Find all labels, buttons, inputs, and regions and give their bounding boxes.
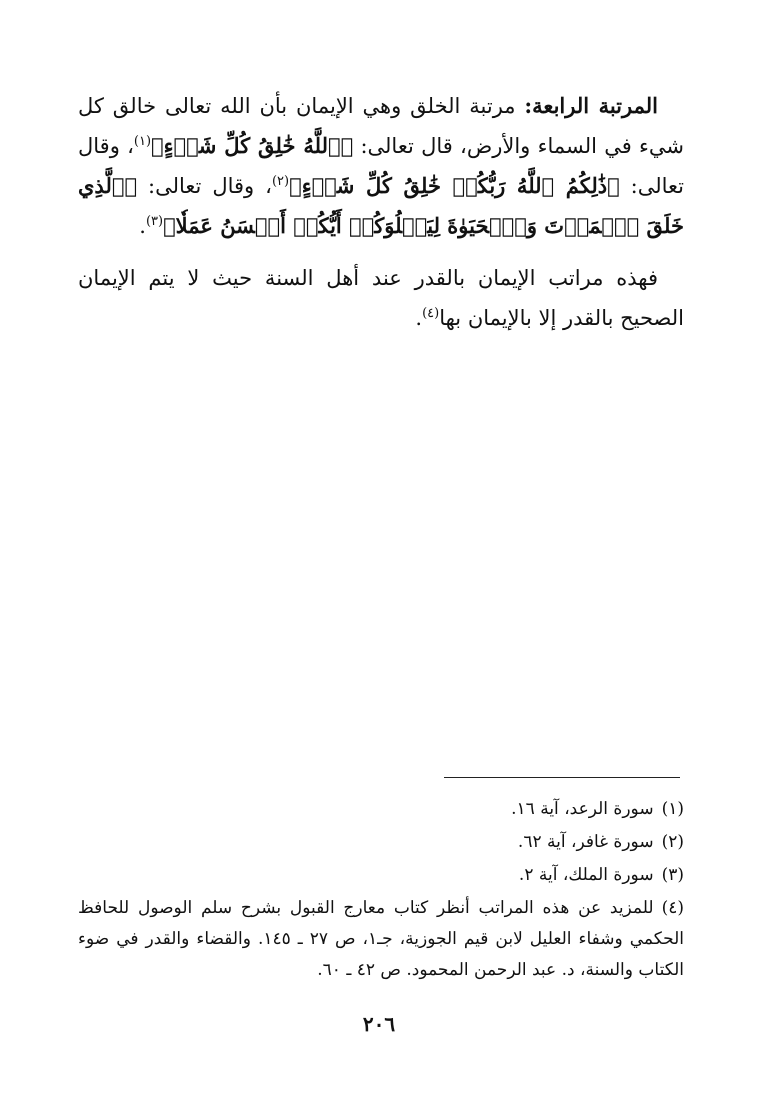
footnote: [78, 794, 684, 825]
footnote-number: (٣): [661, 865, 684, 885]
footnote: [78, 893, 684, 986]
footnote: [78, 827, 684, 858]
text-segment: ، وقال تعالى:: [78, 134, 685, 198]
footnote: [78, 860, 684, 891]
footnote-ref: (٢): [271, 174, 290, 189]
text-segment: ، وقال تعالى:: [137, 174, 272, 198]
paragraph-creation-level: [78, 86, 684, 246]
quran-verse: ﴿ٱللَّهُ خَٰلِقُ كُلِّ شَيۡءٍ﴾: [151, 133, 354, 158]
footnote-number: (٢): [661, 832, 684, 852]
footnotes: [78, 792, 684, 988]
footnote-text: للمزيد عن هذه المراتب أنظر كتاب معارج القبول بشرح سلم الوصول للحافظ الحكمي وشفاء العليل لابن قيم الجوزية، جـ١، ص ٢٧ ـ ١٤٥. والقضاء والقدر في ضوء الكتاب والسنة، د. عبد الرحمن المحمود. ص ٤٢ ـ ٦٠.: [78, 898, 684, 980]
section-lead: المرتبة الرابعة:: [524, 93, 658, 118]
footnote-number: (٤): [661, 898, 684, 918]
main-text: [78, 86, 684, 338]
footnote-ref: (١): [133, 134, 152, 149]
footnote-number: (١): [661, 799, 684, 819]
paragraph-summary: [78, 258, 684, 338]
quran-verse: ﴿ذَٰلِكُمُ ٱللَّهُ رَبُّكُمۡ خَٰلِقُ كُلِّ شَيۡءٍ﴾: [289, 173, 620, 198]
quran-verse: ﴿ٱلَّذِي خَلَقَ ٱلۡمَوۡتَ وَٱلۡحَيَوٰةَ لِيَبۡلُوَكُمۡ أَيُّكُمۡ أَحۡسَنُ عَمَلٗا﴾: [78, 173, 684, 238]
text-segment: .: [139, 214, 146, 238]
text-segment: مرتبة الخلق وهي الإيمان بأن الله تعالى خالق كل شيء في السماء والأرض، قال تعالى:: [78, 94, 684, 158]
footnote-text: سورة الرعد، آية ١٦.: [511, 799, 654, 819]
footnote-text: سورة غافر، آية ٦٢.: [517, 832, 654, 852]
text-segment: .: [415, 306, 423, 330]
footnote-ref: (٣): [145, 214, 164, 229]
text-segment: فهذه مراتب الإيمان بالقدر عند أهل السنة حيث لا يتم الإيمان الصحيح بالقدر إلا بالإيمان بها: [78, 266, 684, 330]
footnote-separator: [444, 777, 680, 778]
footnote-ref: (٤): [422, 306, 440, 321]
page-number: ٢٠٦: [362, 1012, 396, 1036]
footnote-text: سورة الملك، آية ٢.: [518, 865, 654, 885]
